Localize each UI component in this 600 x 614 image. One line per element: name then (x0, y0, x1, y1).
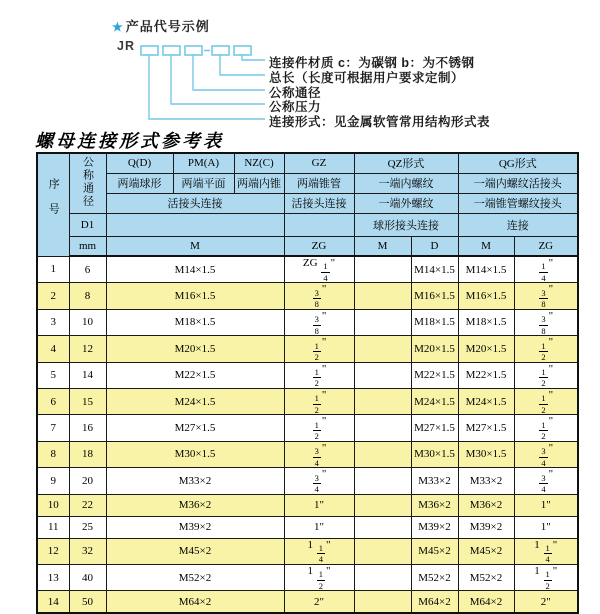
cell-qg-m: M36×2 (458, 494, 514, 516)
cell-dn: 32 (69, 538, 106, 564)
cell-qz-d: M22×1.5 (411, 362, 458, 388)
cell-qz-m (354, 283, 411, 309)
cell-no: 1 (37, 256, 69, 283)
code-box-2 (163, 46, 180, 55)
cell-qz-d: M64×2 (411, 591, 458, 613)
code-box-1 (141, 46, 158, 55)
header-q-desc: 两端球形 (106, 173, 173, 193)
cell-qg-m: M30×1.5 (458, 441, 514, 467)
header-seq: 序号 (37, 153, 69, 256)
cell-qg-zg: $\frac{3}{4}$ " (514, 468, 578, 494)
cell-no: 6 (37, 388, 69, 414)
cell-qg-zg: 1" (514, 494, 578, 516)
cell-m: M27×1.5 (106, 415, 284, 441)
code-box-3 (185, 46, 202, 55)
table-title: 螺母连接形式参考表 (35, 131, 224, 151)
cell-qg-m: M64×2 (458, 591, 514, 613)
cell-zg: 2" (284, 591, 354, 613)
cell-qz-m (354, 564, 411, 590)
cell-dn: 10 (69, 309, 106, 335)
cell-qg-zg: 1" (514, 516, 578, 538)
cell-qz-m (354, 494, 411, 516)
cell-qg-m: M24×1.5 (458, 388, 514, 414)
cell-qg-zg: 2" (514, 591, 578, 613)
cell-qz-d: M24×1.5 (411, 388, 458, 414)
table-row (37, 564, 578, 590)
table-row (37, 538, 578, 564)
cell-zg: 1 $\frac{1}{4}$ " (284, 538, 354, 564)
cell-qg-zg: $\frac{3}{8}$ " (514, 309, 578, 335)
code-box-4 (212, 46, 229, 55)
table-row (37, 468, 578, 494)
table-row (37, 256, 578, 283)
cell-qz-d: M45×2 (411, 538, 458, 564)
header-gz-desc: 两端锥管 (284, 173, 354, 193)
cell-qz-d: M20×1.5 (411, 336, 458, 362)
cell-zg: $\frac{1}{2}$ " (284, 362, 354, 388)
cell-no: 12 (37, 538, 69, 564)
header-qg-desc2: 一端锥管螺纹接头 (458, 193, 578, 213)
cell-qg-m: M52×2 (458, 564, 514, 590)
cell-zg: $\frac{1}{2}$ " (284, 388, 354, 414)
star-icon: ★ (112, 20, 124, 34)
cell-dn: 50 (69, 591, 106, 613)
cell-m: M64×2 (106, 591, 284, 613)
cell-zg: 1 $\frac{1}{2}$ " (284, 564, 354, 590)
header-col-qz: QZ形式 (354, 153, 458, 173)
cell-qg-zg: 1 $\frac{1}{4}$ " (514, 538, 578, 564)
cell-m: M14×1.5 (106, 256, 284, 283)
header-pm-desc: 两端平面 (173, 173, 234, 193)
cell-qz-d: M36×2 (411, 494, 458, 516)
cell-dn: 40 (69, 564, 106, 590)
cell-qg-m: M20×1.5 (458, 336, 514, 362)
cell-qz-m (354, 388, 411, 414)
header-union-conn: 活接头连接 (106, 193, 284, 213)
cell-no: 9 (37, 468, 69, 494)
label-connection: 连接形式：见金属软管常用结构形式表 (269, 115, 491, 129)
header-qg-desc1: 一端内螺纹活接头 (458, 173, 578, 193)
cell-qg-zg: $\frac{1}{2}$ " (514, 388, 578, 414)
cell-dn: 14 (69, 362, 106, 388)
header-m-label: M (106, 236, 284, 256)
cell-m: M20×1.5 (106, 336, 284, 362)
cell-qg-zg: $\frac{3}{4}$ " (514, 441, 578, 467)
table-row (37, 516, 578, 538)
diagram-heading-text: 产品代号示例 (125, 19, 210, 34)
cell-qz-d: M18×1.5 (411, 309, 458, 335)
diagram-heading (112, 16, 210, 35)
cell-zg: $\frac{3}{8}$ " (284, 309, 354, 335)
header-qg-desc3: 连接 (458, 213, 578, 236)
cell-dn: 8 (69, 283, 106, 309)
header-qz-desc3: 球形接头连接 (354, 213, 458, 236)
cell-qg-m: M27×1.5 (458, 415, 514, 441)
cell-no: 13 (37, 564, 69, 590)
cell-qz-m (354, 441, 411, 467)
cell-no: 8 (37, 441, 69, 467)
cell-dn: 20 (69, 468, 106, 494)
cell-qg-zg: $\frac{1}{2}$ " (514, 415, 578, 441)
cell-m: M52×2 (106, 564, 284, 590)
table-row (37, 415, 578, 441)
label-length: 总长（长度可根据用户要求定制） (269, 71, 465, 85)
header-mm: mm (69, 236, 106, 256)
header-empty-m (106, 213, 284, 236)
cell-qz-m (354, 591, 411, 613)
table-row (37, 441, 578, 467)
cell-m: M22×1.5 (106, 362, 284, 388)
cell-zg: $\frac{3}{4}$ " (284, 468, 354, 494)
header-qz-d-label: D (411, 236, 458, 256)
cell-m: M16×1.5 (106, 283, 284, 309)
cell-m: M39×2 (106, 516, 284, 538)
cell-zg: $\frac{3}{8}$ " (284, 283, 354, 309)
table-row (37, 494, 578, 516)
header-d1: D1 (69, 213, 106, 236)
header-zg-label: ZG (284, 236, 354, 256)
cell-qz-m (354, 336, 411, 362)
cell-qg-m: M33×2 (458, 468, 514, 494)
cell-zg: $\frac{1}{2}$ " (284, 415, 354, 441)
label-material: 连接件材质 c：为碳钢 b：为不锈钢 (269, 56, 475, 70)
table-row (37, 309, 578, 335)
cell-no: 5 (37, 362, 69, 388)
table-row (37, 336, 578, 362)
cell-qg-m: M45×2 (458, 538, 514, 564)
cell-no: 10 (37, 494, 69, 516)
cell-qz-m (354, 415, 411, 441)
cell-m: M33×2 (106, 468, 284, 494)
leader-lines (149, 55, 265, 119)
code-prefix: JR (117, 39, 135, 53)
header-qz-desc1: 一端内螺纹 (354, 173, 458, 193)
table-row (37, 388, 578, 414)
table-body (37, 256, 578, 613)
header-col-pm: PM(A) (173, 153, 234, 173)
header-nz-desc: 两端内锥 (234, 173, 284, 193)
cell-qg-zg: $\frac{3}{8}$ " (514, 283, 578, 309)
cell-qg-m: M14×1.5 (458, 256, 514, 283)
cell-qg-m: M39×2 (458, 516, 514, 538)
label-diameter: 公称通径 (269, 86, 322, 100)
cell-m: M45×2 (106, 538, 284, 564)
cell-qz-m (354, 362, 411, 388)
cell-m: M36×2 (106, 494, 284, 516)
cell-qg-zg: $\frac{1}{2}$ " (514, 336, 578, 362)
header-qz-m-label: M (354, 236, 411, 256)
cell-qz-d: M33×2 (411, 468, 458, 494)
cell-dn: 16 (69, 415, 106, 441)
cell-dn: 12 (69, 336, 106, 362)
cell-qz-d: M27×1.5 (411, 415, 458, 441)
cell-no: 3 (37, 309, 69, 335)
nut-connection-reference-table (36, 152, 579, 614)
code-boxes (141, 46, 251, 55)
header-qg-m-label: M (458, 236, 514, 256)
cell-qz-d: M39×2 (411, 516, 458, 538)
cell-qz-d: M16×1.5 (411, 283, 458, 309)
cell-qz-d: M52×2 (411, 564, 458, 590)
cell-qz-m (354, 256, 411, 283)
table-row (37, 283, 578, 309)
cell-zg: $\frac{3}{4}$ " (284, 441, 354, 467)
cell-m: M24×1.5 (106, 388, 284, 414)
cell-no: 7 (37, 415, 69, 441)
header-empty-gz (284, 213, 354, 236)
cell-qz-m (354, 468, 411, 494)
cell-qz-m (354, 516, 411, 538)
cell-qg-m: M18×1.5 (458, 309, 514, 335)
table-row (37, 591, 578, 613)
leader-line-pressure (171, 55, 265, 104)
cell-no: 11 (37, 516, 69, 538)
header-col-qg: QG形式 (458, 153, 578, 173)
cell-qg-zg: $\frac{1}{4}$ " (514, 256, 578, 283)
cell-qg-m: M16×1.5 (458, 283, 514, 309)
cell-dn: 18 (69, 441, 106, 467)
header-col-gz: GZ (284, 153, 354, 173)
header-dn: 公称通径 (69, 153, 106, 213)
cell-qg-m: M22×1.5 (458, 362, 514, 388)
label-pressure: 公称压力 (269, 100, 322, 114)
cell-qz-m (354, 309, 411, 335)
cell-dn: 15 (69, 388, 106, 414)
code-box-5 (234, 46, 251, 55)
cell-zg: 1" (284, 494, 354, 516)
cell-no: 2 (37, 283, 69, 309)
cell-no: 14 (37, 591, 69, 613)
cell-qz-d: M14×1.5 (411, 256, 458, 283)
cell-dn: 6 (69, 256, 106, 283)
cell-zg: ZG $\frac{1}{4}$ " (284, 256, 354, 283)
leader-line-connection (149, 55, 265, 119)
header-qz-desc2: 一端外螺纹 (354, 193, 458, 213)
cell-qg-zg: $\frac{1}{2}$ " (514, 362, 578, 388)
header-qg-zg-label: ZG (514, 236, 578, 256)
cell-m: M18×1.5 (106, 309, 284, 335)
cell-dn: 22 (69, 494, 106, 516)
cell-no: 4 (37, 336, 69, 362)
cell-qz-m (354, 538, 411, 564)
header-col-q: Q(D) (106, 153, 173, 173)
table-row (37, 362, 578, 388)
cell-dn: 25 (69, 516, 106, 538)
header-col-nz: NZ(C) (234, 153, 284, 173)
cell-m: M30×1.5 (106, 441, 284, 467)
cell-qg-zg: 1 $\frac{1}{2}$ " (514, 564, 578, 590)
header-gz-conn: 活接头连接 (284, 193, 354, 213)
cell-zg: $\frac{1}{2}$ " (284, 336, 354, 362)
cell-qz-d: M30×1.5 (411, 441, 458, 467)
cell-zg: 1" (284, 516, 354, 538)
